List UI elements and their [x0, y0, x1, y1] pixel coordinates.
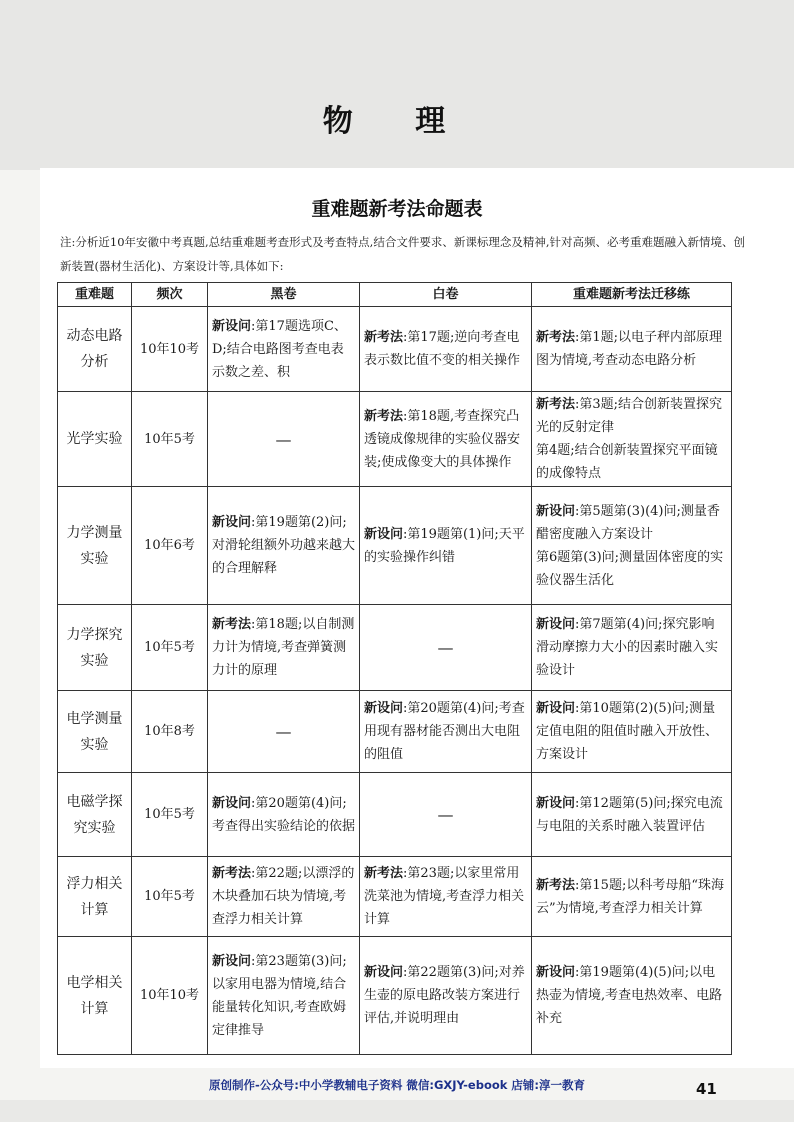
- keyword-label: 新设问: [364, 526, 404, 542]
- frequency-cell: 10年6考: [132, 487, 208, 605]
- cell-text: :第22题;以漂浮的木块叠加石块为情境,考查浮力相关计算: [212, 866, 355, 927]
- white-paper-cell: [360, 487, 532, 605]
- header-transfer-practice: 重难题新考法迁移练: [532, 283, 732, 307]
- practice-item: [536, 613, 727, 682]
- keyword-label: 新设问: [212, 795, 252, 811]
- keyword-label: 新考法: [212, 617, 252, 632]
- keyword-label: 新设问: [364, 965, 404, 980]
- table-title: 重难题新考法命题表: [311, 198, 483, 220]
- keyword-label: 新设问: [364, 701, 404, 716]
- transfer-practice-cell: [532, 857, 732, 937]
- practice-item: [536, 546, 727, 592]
- transfer-practice-cell: [532, 307, 732, 392]
- header-white-paper: 白卷: [360, 283, 532, 307]
- transfer-practice-cell: [532, 937, 732, 1055]
- table-row: [58, 392, 732, 487]
- black-paper-cell: [208, 307, 360, 392]
- black-paper-cell: [208, 487, 360, 605]
- frequency-cell: 10年5考: [132, 773, 208, 857]
- keyword-label: 新设问: [536, 701, 576, 716]
- table-row: [58, 605, 732, 691]
- keyword-label: 新考法: [536, 330, 576, 345]
- footer-credit: 原创制作-公众号:中小学教辅电子资料 微信:GXJY-ebook 店铺:淳一教育: [208, 1078, 586, 1092]
- frequency-cell: 10年10考: [132, 937, 208, 1055]
- table-row: [58, 857, 732, 937]
- practice-item: [536, 961, 727, 1030]
- cell-text: :第1题;以电子秤内部原理图为情境,考查动态电路分析: [536, 330, 723, 368]
- table-row: [58, 773, 732, 857]
- topic-cell: 浮力相关计算: [58, 857, 132, 937]
- topic-cell: 电磁学探究实验: [58, 773, 132, 857]
- topic-cell: 电学测量实验: [58, 691, 132, 773]
- cell-text: :第17题;逆向考查电表示数比值不变的相关操作: [364, 330, 521, 368]
- keyword-label: 新设问: [212, 318, 252, 334]
- cell-text: :第20题第(4)问;考查得出实验结论的依据: [212, 795, 356, 834]
- black-paper-cell: [208, 605, 360, 691]
- topic-cell: 力学探究实验: [58, 605, 132, 691]
- cell-text: :第18题,考查探究凸透镜成像规律的实验仪器安装;使成像变大的具体操作: [364, 408, 521, 470]
- cell-text: 第4题;结合创新装置探究平面镜的成像特点: [536, 443, 718, 481]
- white-paper-cell: [360, 937, 532, 1055]
- keyword-label: 新考法: [536, 877, 576, 893]
- cell-text: —: [437, 805, 454, 824]
- transfer-practice-cell: [532, 392, 732, 487]
- topic-cell: 动态电路分析: [58, 307, 132, 392]
- topic-cell: 光学实验: [58, 392, 132, 487]
- frequency-cell: 10年8考: [132, 691, 208, 773]
- cell-text: :第22题第(3)问;对养生壶的原电路改装方案进行评估,并说明理由: [364, 965, 525, 1026]
- keyword-label: 新设问: [212, 953, 252, 969]
- transfer-practice-cell: [532, 605, 732, 691]
- white-paper-cell: [360, 691, 532, 773]
- cell-text: —: [275, 722, 292, 741]
- black-paper-cell: [208, 857, 360, 937]
- topic-table: [57, 282, 732, 1055]
- practice-item: [536, 326, 727, 372]
- practice-item: [536, 697, 727, 766]
- header-topic: 重难题: [58, 283, 132, 307]
- keyword-label: 新设问: [212, 515, 252, 530]
- table-row: [58, 937, 732, 1055]
- keyword-label: 新设问: [536, 965, 576, 980]
- header-black-paper: 黑卷: [208, 283, 360, 307]
- transfer-practice-cell: [532, 487, 732, 605]
- black-paper-cell: [208, 937, 360, 1055]
- table-row: [58, 307, 732, 392]
- cell-text: —: [275, 429, 292, 449]
- white-paper-cell: [360, 857, 532, 937]
- practice-item: [536, 393, 727, 439]
- cell-text: :第19题第(2)问;对滑轮组额外功越来越大的合理解释: [212, 515, 356, 576]
- practice-item: [536, 439, 727, 485]
- frequency-cell: 10年10考: [132, 307, 208, 392]
- frequency-cell: 10年5考: [132, 857, 208, 937]
- topic-cell: 电学相关计算: [58, 937, 132, 1055]
- white-paper-cell: [360, 307, 532, 392]
- cell-text: :第23题第(3)问;以家用电器为情境,结合能量转化知识,考查欧姆定律推导: [212, 953, 347, 1038]
- keyword-label: 新考法: [364, 330, 404, 345]
- cell-text: :第15题;以科考母船“珠海云”为情境,考查浮力相关计算: [536, 877, 724, 916]
- cell-text: :第23题;以家里常用洗菜池为情境,考查浮力相关计算: [364, 866, 525, 927]
- frequency-cell: 10年5考: [132, 392, 208, 487]
- cell-text: :第18题;以自制测力计为情境,考查弹簧测力计的原理: [212, 617, 355, 678]
- cell-text: :第3题;结合创新装置探究光的反射定律: [536, 397, 723, 435]
- intro-note: 注:分析近10年安徽中考真题,总结重难题考查形式及考查特点,结合文件要求、新课标理念及精神,针对高频、必考重难题融入新情境、创新装置(器材生活化)、方案设计等,具体如下:: [60, 235, 745, 273]
- cell-text: :第17题选项C、D;结合电路图考查电表示数之差、积: [212, 318, 347, 380]
- transfer-practice-cell: [532, 691, 732, 773]
- table-header-row: [58, 283, 732, 307]
- cell-text: 第6题第(3)问;测量固体密度的实验仪器生活化: [536, 549, 724, 588]
- cell-text: :第10题第(2)(5)问;测量定值电阻的阻值时融入开放性、方案设计: [536, 701, 719, 762]
- practice-item: [536, 792, 727, 838]
- page-title: 物 理: [322, 104, 472, 139]
- practice-item: [536, 874, 727, 920]
- header-frequency: 频次: [132, 283, 208, 307]
- cell-text: :第5题第(3)(4)问;测量香醋密度融入方案设计: [536, 503, 720, 542]
- keyword-label: 新设问: [536, 503, 576, 519]
- header-band: [0, 0, 794, 170]
- topic-cell: 力学测量实验: [58, 487, 132, 605]
- cell-text: :第12题第(5)问;探究电流与电阻的关系时融入装置评估: [536, 795, 723, 834]
- cell-text: :第19题第(4)(5)问;以电热壶为情境,考查电热效率、电路补充: [536, 965, 723, 1026]
- keyword-label: 新考法: [364, 408, 404, 424]
- white-paper-cell: [360, 773, 532, 857]
- white-paper-cell: [360, 392, 532, 487]
- white-paper-cell: [360, 605, 532, 691]
- page-number: 41: [696, 1080, 717, 1098]
- table-row: [58, 487, 732, 605]
- keyword-label: 新考法: [212, 866, 252, 881]
- transfer-practice-cell: [532, 773, 732, 857]
- cell-text: :第20题第(4)问;考查用现有器材能否测出大电阻的阻值: [364, 701, 525, 762]
- footer-band: [0, 1100, 794, 1122]
- cell-text: —: [437, 638, 454, 657]
- frequency-cell: 10年5考: [132, 605, 208, 691]
- black-paper-cell: [208, 392, 360, 487]
- black-paper-cell: [208, 773, 360, 857]
- black-paper-cell: [208, 691, 360, 773]
- keyword-label: 新设问: [536, 617, 576, 632]
- practice-item: [536, 500, 727, 546]
- keyword-label: 新设问: [536, 795, 576, 811]
- cell-text: :第7题第(4)问;探究影响滑动摩擦力大小的因素时融入实验设计: [536, 617, 719, 678]
- cell-text: :第19题第(1)问;天平的实验操作纠错: [364, 526, 525, 565]
- keyword-label: 新考法: [364, 866, 404, 881]
- table-row: [58, 691, 732, 773]
- keyword-label: 新考法: [536, 397, 576, 412]
